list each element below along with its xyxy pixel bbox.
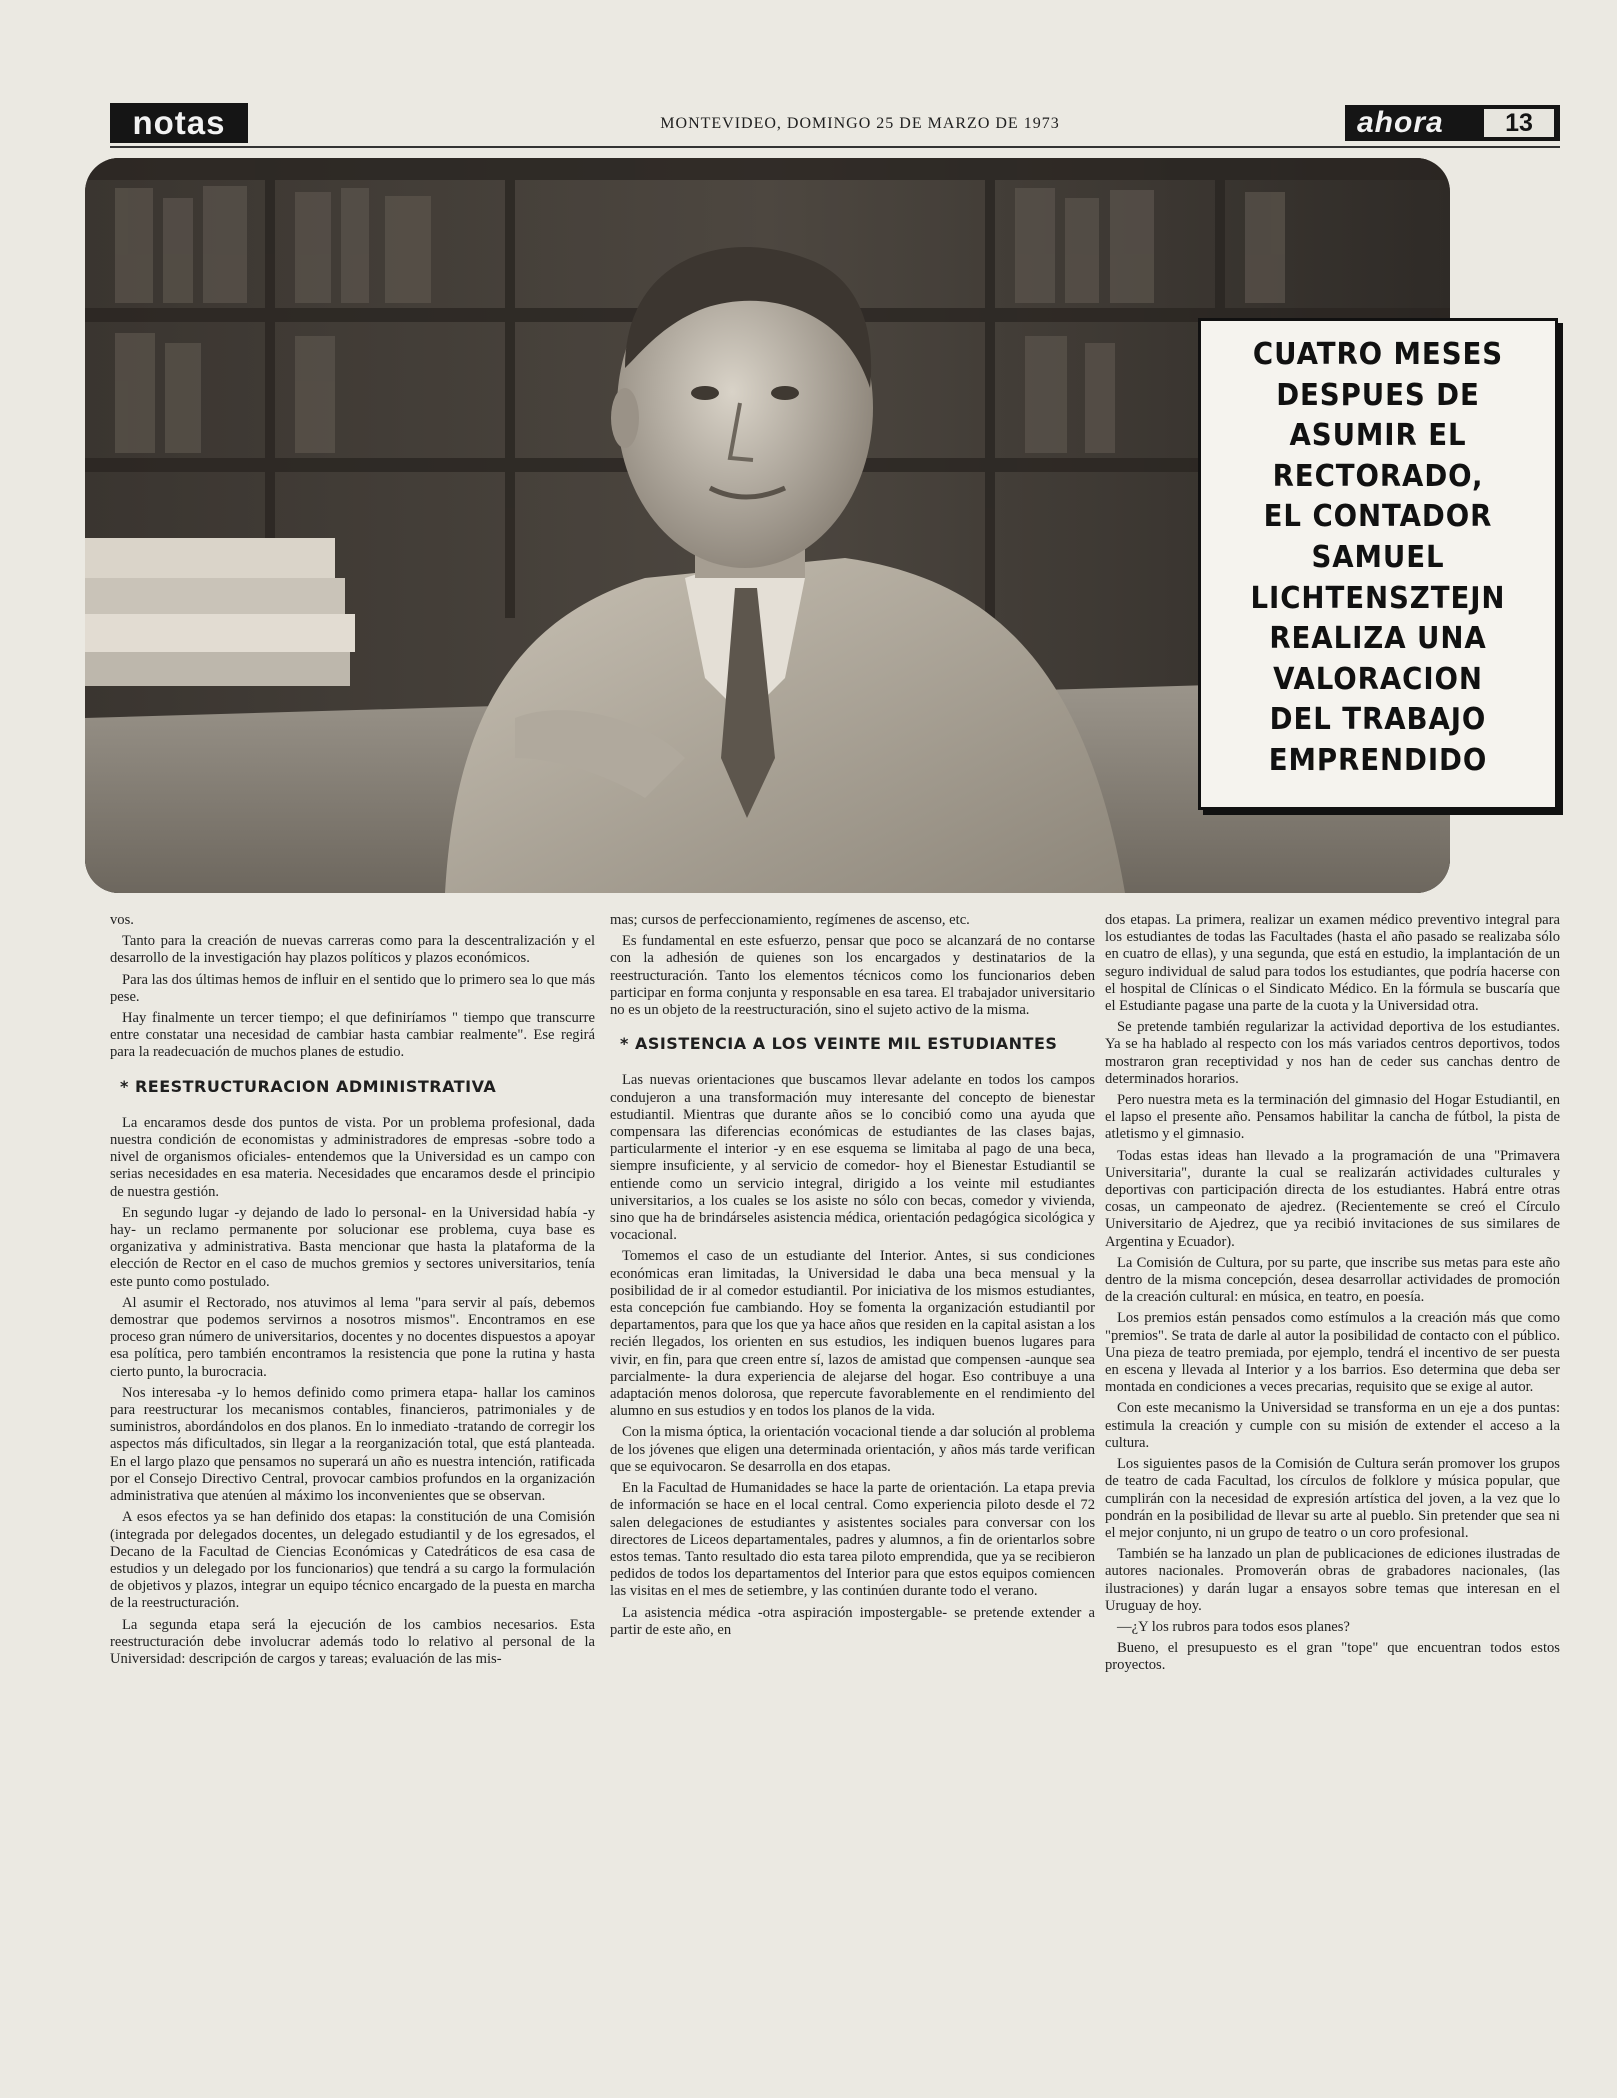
headline-box (1198, 318, 1558, 810)
paragraph: Es fundamental en este esfuerzo, pensar que poco se alcanzará de no contarse con la adhesión de quienes son los encargados y destinatarios de la reestructuración. Tanto los elementos técnicos como los funcionarios deben participar en forma conjunta y responsable en esa tarea. El trabajador universitario no es un objeto de la reestructuración, sino el sujeto activo de la misma. (610, 933, 1095, 1019)
headline-line: SAMUEL (1311, 539, 1445, 575)
headline-line: REALIZA UNA (1269, 621, 1487, 657)
paragraph: Tanto para la creación de nuevas carreras como para la descentralización y el desarrollo de la investigación hay plazos políticos y plazos económicos. (110, 933, 595, 967)
paragraph: Al asumir el Rectorado, nos atuvimos al lema "para servir al país, debemos demostrar que podemos servirnos a nosotros mismos". Encontramos en ese proceso gran número de universitarios, docentes y no docentes dispuestos a apoyar esa política, pero también encontramos la resistencia que pone la rutina y hasta cierto punto, la burocracia. (110, 1294, 595, 1380)
headline-line: VALORACION (1273, 661, 1483, 697)
headline-line: DESPUES DE (1276, 377, 1480, 413)
article-column-1 (110, 912, 595, 1672)
section-subheading: * ASISTENCIA A LOS VEINTE MIL ESTUDIANTES (620, 1034, 1058, 1054)
paragraph: A esos efectos ya se han definido dos etapas: la constitución de una Comisión (integrada por delegados docentes, un delegado estudiantil y de los egresados, el Decano de la Facultad de Ciencias Económicas y Catedráticos de esa casa de estudios y un delegado por los funcionarios) que tendrá a su cargo la formulación de objetivos y plazos, integrar un equipo técnico encargado de la puesta en marcha de la reestructuración. (110, 1509, 595, 1612)
paragraph: Tomemos el caso de un estudiante del Interior. Antes, si sus condiciones económicas eran limitadas, la Universidad le daba una beca mensual y la posibilidad de ir al comedor estudiantil. Por iniciativa de los mismos estudiantes, esta concepción fue cambiando. Hoy se fomenta la organización estudiantil por departamentos, para que los que ya hace años que residen en la capital asistan a los recién llegados, los orienten en sus estudios, les indiquen buenos lugares para vivir, en fin, para que creen entre sí, lazos de amistad que compensen -aunque sea parcialmente- la dura experiencia de alejarse del hogar. Eso contribuye a una adaptación menos dolorosa, que repercute favorablemente en el rendimiento del alumno en sus estudios y en todos los planos de la vida. (610, 1248, 1095, 1420)
paragraph: Las nuevas orientaciones que buscamos llevar adelante en todos los campos condujeron a una transformación muy interesante del concepto de bienestar estudiantil. Mientras que durante años se lo concibió como una ayuda que compensara las diferencias económicas de estudiantes de las clases bajas, particularmente el interior -y en ese esquema se limitaba al pago de una beca, siempre insuficiente, y al servicio de comedor- hoy el Bienestar Estudiantil se entiende como un servicio integral, dirigido a los veinte mil estudiantes universitarios, a los cuales se los asiste no sólo con becas, comedor y vivienda, sino que ha de brindárseles asistencia médica, orientación pedagógica sicológica y vocacional. (610, 1072, 1095, 1244)
paragraph: Con la misma óptica, la orientación vocacional tiende a dar solución al problema de los jóvenes que eligen una determinada orientación, y años más tarde verifican que se equivocaron. Se desarrolla en dos etapas. (610, 1424, 1095, 1475)
paragraph: También se ha lanzado un plan de publicaciones de ediciones ilustradas de autores nacionales. Promoverán obras de grabadores nacionales, (las ilustraciones) y darán lugar a ensayos sobre temas que interesan en el Uruguay de hoy. (1105, 1546, 1560, 1614)
headline-line: EL CONTADOR (1263, 499, 1493, 535)
paragraph: Con este mecanismo la Universidad se transforma en un eje a dos puntas: estimula la creación y cumple con su misión de extender el acceso a la cultura. (1105, 1400, 1560, 1451)
section-logo: notas (110, 103, 248, 143)
paragraph: mas; cursos de perfeccionamiento, regímenes de ascenso, etc. (610, 912, 970, 928)
header-rule (110, 146, 1560, 148)
article-column-2 (610, 912, 1095, 1643)
paragraph: Para las dos últimas hemos de influir en el sentido que lo primero sea lo que más pese. (110, 971, 595, 1005)
headline-line: DEL TRABAJO (1269, 702, 1487, 738)
paragraph: Pero nuestra meta es la terminación del gimnasio del Hogar Estudiantil, en el lapso el presente año. Pensamos habilitar la cancha de fútbol, la pista de atletismo y el gimnasio. (1105, 1092, 1560, 1143)
paragraph: La encaramos desde dos puntos de vista. Por un problema profesional, dada nuestra condición de economistas y administradores de empresas -sobre todo a nivel de organismos oficiales- entendemos que la Universidad es un campo con serias necesidades en esa materia. Necesidades que encaramos desde el principio de nuestra gestión. (110, 1114, 595, 1200)
paragraph: dos etapas. La primera, realizar un examen médico preventivo integral para los estudiantes de todas las Facultades (hasta el año pasado se realizaba sólo en cuatro de ellas), y una segunda, que está en estudio, la implantación de un seguro individual de salud para todos los estudiantes, que podría hacerse con el hospital de Clínicas o el Sindicato Médico. En la fórmula se buscaría que el Estudiante pagase una parte de la cuota y la Universidad otra. (1105, 912, 1560, 1015)
paragraph: La segunda etapa será la ejecución de los cambios necesarios. Esta reestructuración debe involucrar además todo lo relativo al personal de la Universidad: descripción de cargos y tareas; evaluación de las mis- (110, 1616, 595, 1667)
article-column-3 (1105, 912, 1560, 1679)
paragraph: En la Facultad de Humanidades se hace la parte de orientación. La etapa previa de información se hace en el local central. Como experiencia piloto desde el 72 salen delegaciones de estudiantes y asistentes sociales para conversar con los directores de Liceos departamentales, padres y alumnos, a fin de orientarlos sobre estos temas. Tanto resultado dio esta tarea piloto emprendida, que ya se recibieron pedidos de todos los departamentos del Interior para que estos equipos comiencen las visitas en el mes de setiembre, y las continúen durante todo el verano. (610, 1480, 1095, 1600)
headline-line: EMPRENDIDO (1268, 742, 1488, 778)
paragraph: Nos interesaba -y lo hemos definido como primera etapa- hallar los caminos para reestructurar los mecanismos contables, financieros, patrimoniales y de suministros, abordándolos en dos planos. En lo inmediato -tratando de corregir los aspectos más dificultados, sin llegar a la reorganización total, que está planteada. En el largo plazo que pensamos no superará un año es nuestra intención, ratificada por el Consejo Directivo Central, provocar cambios profundos en la organización administrativa que atenúen al máximo los inconvenientes que se observan. (110, 1384, 595, 1505)
masthead-logo (1345, 105, 1560, 141)
paragraph: La Comisión de Cultura, por su parte, que inscribe sus metas para este año dentro de la misma concepción, desea desarrollar actividades de promoción de la creación cultural: en música, en teatro, en poesía. (1105, 1254, 1560, 1306)
paragraph: Los premios están pensados como estímulos a la creación más que como "premios". Se trata de darle al autor la posibilidad de contacto con el público. Una pieza de teatro premiada, por ejemplo, tendrá el incentivo de ser puesta en escena y llevada al Interior y a los barrios. Eso determina que deba ser montada en condiciones a veces precarias, requisito que se exige al autor. (1105, 1310, 1560, 1396)
paragraph: Hay finalmente un tercer tiempo; el que definiríamos " tiempo que transcurre entre constatar una necesidad de cambiar hasta cambiar realmente". Ese regirá para la readecuación de muchos planes de estudio. (110, 1010, 595, 1061)
paragraph: La asistencia médica -otra aspiración impostergable- se pretende extender a partir de este año, en (610, 1604, 1095, 1638)
stacked-papers (85, 538, 355, 686)
paragraph: Todas estas ideas han llevado a la programación de una "Primavera Universitaria", durante la cual se realizarán actividades culturales y deportivas con participación directa de los estudiantes. Habrá entre otras cosas, un campeonato de ajedrez. (Recientemente se creó el Círculo Universitario de Ajedrez, que ya recibió invitaciones de sus similares de Argentina y Ecuador). (1105, 1147, 1560, 1250)
paragraph: —¿Y los rubros para todos esos planes? (1117, 1618, 1350, 1635)
dateline: MONTEVIDEO, DOMINGO 25 DE MARZO DE 1973 (660, 115, 1060, 132)
page-header (110, 101, 1560, 145)
headline-line: RECTORADO, (1272, 458, 1484, 494)
paragraph: Los siguientes pasos de la Comisión de Cultura serán promover los grupos de teatro de cada Facultad, los círculos de folklore y música popular, que cumplirán con la necesidad de expresión artística del joven, a la vez que lo pondrán en la posibilidad de llevar su arte al pueblo. Sin pretender que sea ni el mejor conjunto, ni un grupo de teatro o un coro profesional. (1105, 1456, 1560, 1541)
section-subheading: * REESTRUCTURACION ADMINISTRATIVA (120, 1076, 497, 1096)
paragraph: vos. (110, 912, 134, 928)
paragraph: En segundo lugar -y dejando de lado lo personal- en la Universidad había -y hay- un reclamo permanente por solucionar ese problema, cuya base es organizativa y administrativa. Basta mencionar que hasta la plataforma de la elección de Rector en el caso de muchos gremios y sectores universitarios, tenía este punto como postulado. (110, 1204, 595, 1290)
headline-line: CUATRO MESES (1252, 337, 1504, 372)
page-number: 13 (1484, 109, 1554, 137)
headline-line: ASUMIR EL (1289, 418, 1467, 454)
paragraph: Bueno, el presupuesto es el gran "tope" que encuentran todos estos proyectos. (1105, 1640, 1560, 1674)
headline-line: LICHTENSZTEJN (1250, 580, 1506, 616)
paragraph: Se pretende también regularizar la actividad deportiva de los estudiantes. Ya se ha hablado al respecto con los más variados centros deportivos, todos mostraron gran receptividad y nos han de ceder sus canchas dentro de determinados horarios. (1105, 1019, 1560, 1087)
brand-name: ahora (1357, 106, 1444, 139)
